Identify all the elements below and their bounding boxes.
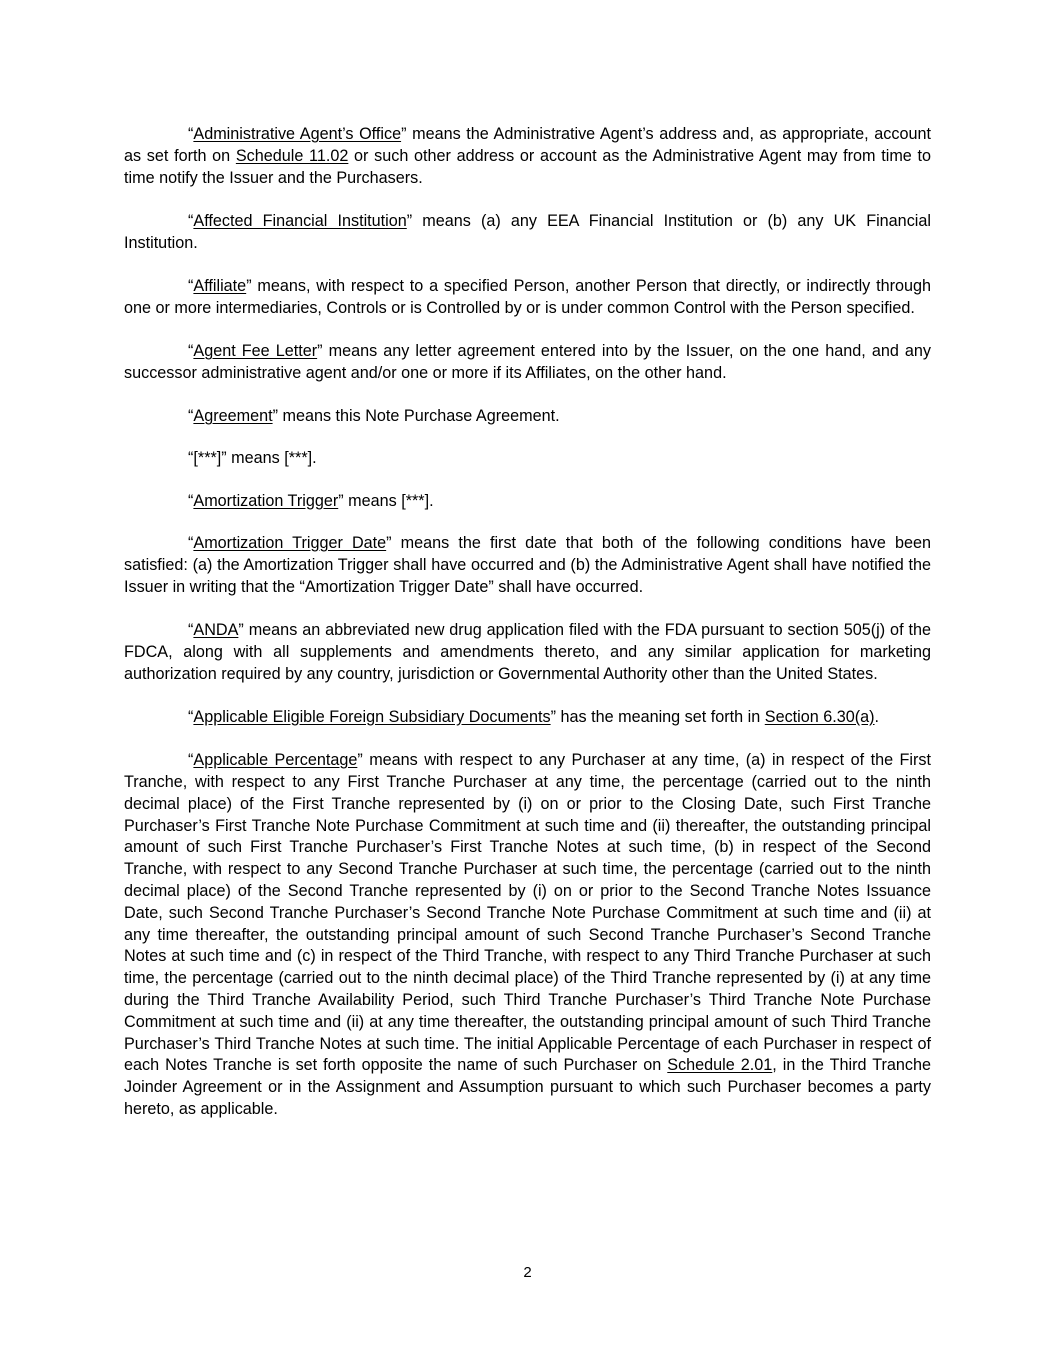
defined-term: Amortization Trigger Date [193,534,387,553]
defined-term: Agreement [193,407,273,426]
definition-agent-fee-letter: “Agent Fee Letter” means any letter agreement entered into by the Issuer, on the one hand, and any successor administrative agent and/or one or more if its Affiliates, on the other hand. [124,342,931,382]
definition-text: , in the Third Tranche Joinder Agreement or in the Assignment and Assumption pursuant to which such Purchaser becomes a party hereto, as applicable. [124,1056,931,1118]
definition-text: ” means any letter agreement entered into by the Issuer, on the one hand, and any successor administrative agent and/or one or more if its Affiliates, on the other hand. [124,342,931,382]
definition-text: ” means an abbreviated new drug application filed with the FDA pursuant to section 505(j) of the FDCA, along with all supplements and amendments thereto, and any similar application for marketing authorization required by any country, jurisdiction or Governmental Authority other than the United States. [124,620,931,683]
definition-text: ” means the Administrative Agent’s address and, as appropriate, account as set forth on [124,125,931,165]
definition-text: ” means this Note Purchase Agreement. [272,407,560,426]
section-reference: Section 6.30(a) [764,707,875,726]
defined-term: ANDA [193,620,239,639]
definition-affiliate: “Affiliate” means, with respect to a specified Person, another Person that directly, or indirectly through one or more intermediaries, Controls or is Controlled by or is under common Control with the Person specified. [124,276,931,317]
definition-text: ” has the meaning set forth in [550,707,765,726]
definition-amortization-trigger: “Amortization Trigger” means [***]. [188,491,434,510]
definition-text: ” means (a) any EEA Financial Institution or (b) any UK Financial Institution. [124,211,931,252]
defined-term: Affiliate [193,276,247,295]
definition-affected-financial-institution: “Affected Financial Institution” means (a) any EEA Financial Institution or (b) any UK Financial Institution. [124,211,931,252]
page-number: 2 [523,1264,532,1281]
definition-text: ” means [***]. [338,491,434,510]
defined-term: Agent Fee Letter [193,342,318,361]
definition-agreement: “Agreement” means this Note Purchase Agreement. [188,407,560,426]
definition-applicable-percentage: “Applicable Percentage” means with respect to any Purchaser at any time, (a) in respect of the First Tranche, with respect to any First Tranche Purchaser at any time, the percentage (carried out to the ninth decimal place) of the First Tranche represented by (i) on or prior to the Closing Date, such First Tranche Purchaser’s First Tranche Note Purchase Commitment at such time and (ii) thereafter, the outstanding principal amount of such First Tranche Purchaser’s First Tranche Notes at such time, (b) in respect of the Second Tranche, with respect to any Second Tranche Purchaser at such time, the percentage (carried out to the ninth decimal place) of the Second Tranche represented by (i) on or prior to the Second Tranche Notes Issuance Date, such Second Tranche Purchaser’s Second Tranche Note Purchase Commitment at such time and (ii) at any time thereafter, the outstanding principal amount of such Second Tranche Purchaser’s Second Tranche Notes at such time and (c) in respect of the Third Tranche, with respect to any Third Tranche Purchaser at such time, the percentage (carried out to the ninth decimal place) of the Third Tranche represented by (i) at any time during the Third Tranche Availability Period, such Third Tranche Purchaser’s Third Tranche Note Purchase Commitment at such time and (ii) at any time thereafter, the outstanding principal amount of such Third Tranche Purchaser’s Third Tranche Notes at such time. The initial Applicable Percentage of each Purchaser in respect of each Notes Tranche is set forth opposite the name of such Purchaser on Schedule 2.01, in the Third Tranche Joinder Agreement or in the Assignment and Assumption pursuant to which such Purchaser becomes a party hereto, as applicable. [124,751,931,1118]
definition-text: [***]” means [***]. [193,449,317,468]
document-page [124,124,931,1142]
definition-text: . [874,707,880,726]
definition-text: ” means with respect to any Purchaser at any time, (a) in respect of the First Tranche, with respect to any First Tranche Purchaser at any time, the percentage (carried out to the ninth decimal place) of the First Tranche represented by (i) on or prior to the Closing Date, such First Tranche Purchaser’s First Tranche Note Purchase Commitment at such time and (ii) thereafter, the outstanding principal amount of such First Tranche Purchaser’s First Tranche Notes at such time, (b) in respect of the Second Tranche, with respect to any Second Tranche Purchaser at such time, the percentage (carried out to the ninth decimal place) of the Second Tranche represented by (i) on or prior to the Second Tranche Notes Issuance Date, such Second Tranche Purchaser’s Second Tranche Note Purchase Commitment at such time and (ii) at any time thereafter, the outstanding principal amount of such Second Tranche Purchaser’s Second Tranche Notes at such time and (c) in respect of the Third Tranche, with respect to any Third Tranche Purchaser at such time, the percentage (carried out to the ninth decimal place) of the Third Tranche represented by (i) at any time during the Third Tranche Availability Period, such Third Tranche Purchaser’s Third Tranche Note Purchase Commitment at such time and (ii) at any time thereafter, the outstanding principal amount of such Third Tranche Purchaser’s Third Tranche Notes at such time. The initial Applicable Percentage of each Purchaser in respect of each Notes Tranche is set forth opposite the name of such Purchaser on [124,751,931,1075]
definition-applicable-eligible-foreign-subsidiary-documents: “Applicable Eligible Foreign Subsidiary Documents” has the meaning set forth in Section 6.30(a). [188,707,880,726]
definition-text: or such other address or account as the Administrative Agent may from time to time notify the Issuer and the Purchasers. [124,146,931,187]
schedule-reference: Schedule 2.01 [667,1056,773,1075]
defined-term: Applicable Eligible Foreign Subsidiary Documents [193,707,551,726]
schedule-reference: Schedule 11.02 [235,146,349,165]
definition-amortization-trigger-date: “Amortization Trigger Date” means the first date that both of the following conditions have been satisfied: (a) the Amortization Trigger shall have occurred and (b) the Administrative Agent shall have notified the Issuer in writing that the “Amortization Trigger Date” shall have occurred. [124,534,931,596]
definition-redacted: “[***]” means [***]. [188,449,317,468]
definition-administrative-agents-office: “Administrative Agent’s Office” means the Administrative Agent’s address and, as appropriate, account as set forth on Schedule 11.02 or such other address or account as the Administrative Agent may from time to time notify the Issuer and the Purchasers. [124,125,931,187]
definition-text: ” means, with respect to a specified Person, another Person that directly, or indirectly through one or more intermediaries, Controls or is Controlled by or is under common Control with the Person specified. [124,276,931,317]
definition-text: ” means the first date that both of the following conditions have been satisfied: (a) the Amortization Trigger shall have occurred and (b) the Administrative Agent shall have notified the Issuer in writing that the “Amortization Trigger Date” shall have occurred. [124,534,931,596]
defined-term: Applicable Percentage [193,751,358,770]
defined-term: Amortization Trigger [193,491,339,510]
defined-term: Affected Financial Institution [193,211,407,230]
definition-anda: “ANDA” means an abbreviated new drug application filed with the FDA pursuant to section 505(j) of the FDCA, along with all supplements and amendments thereto, and any similar application for marketing authorization required by any country, jurisdiction or Governmental Authority other than the United States. [124,620,931,683]
defined-term: Administrative Agent’s Office [193,125,402,143]
